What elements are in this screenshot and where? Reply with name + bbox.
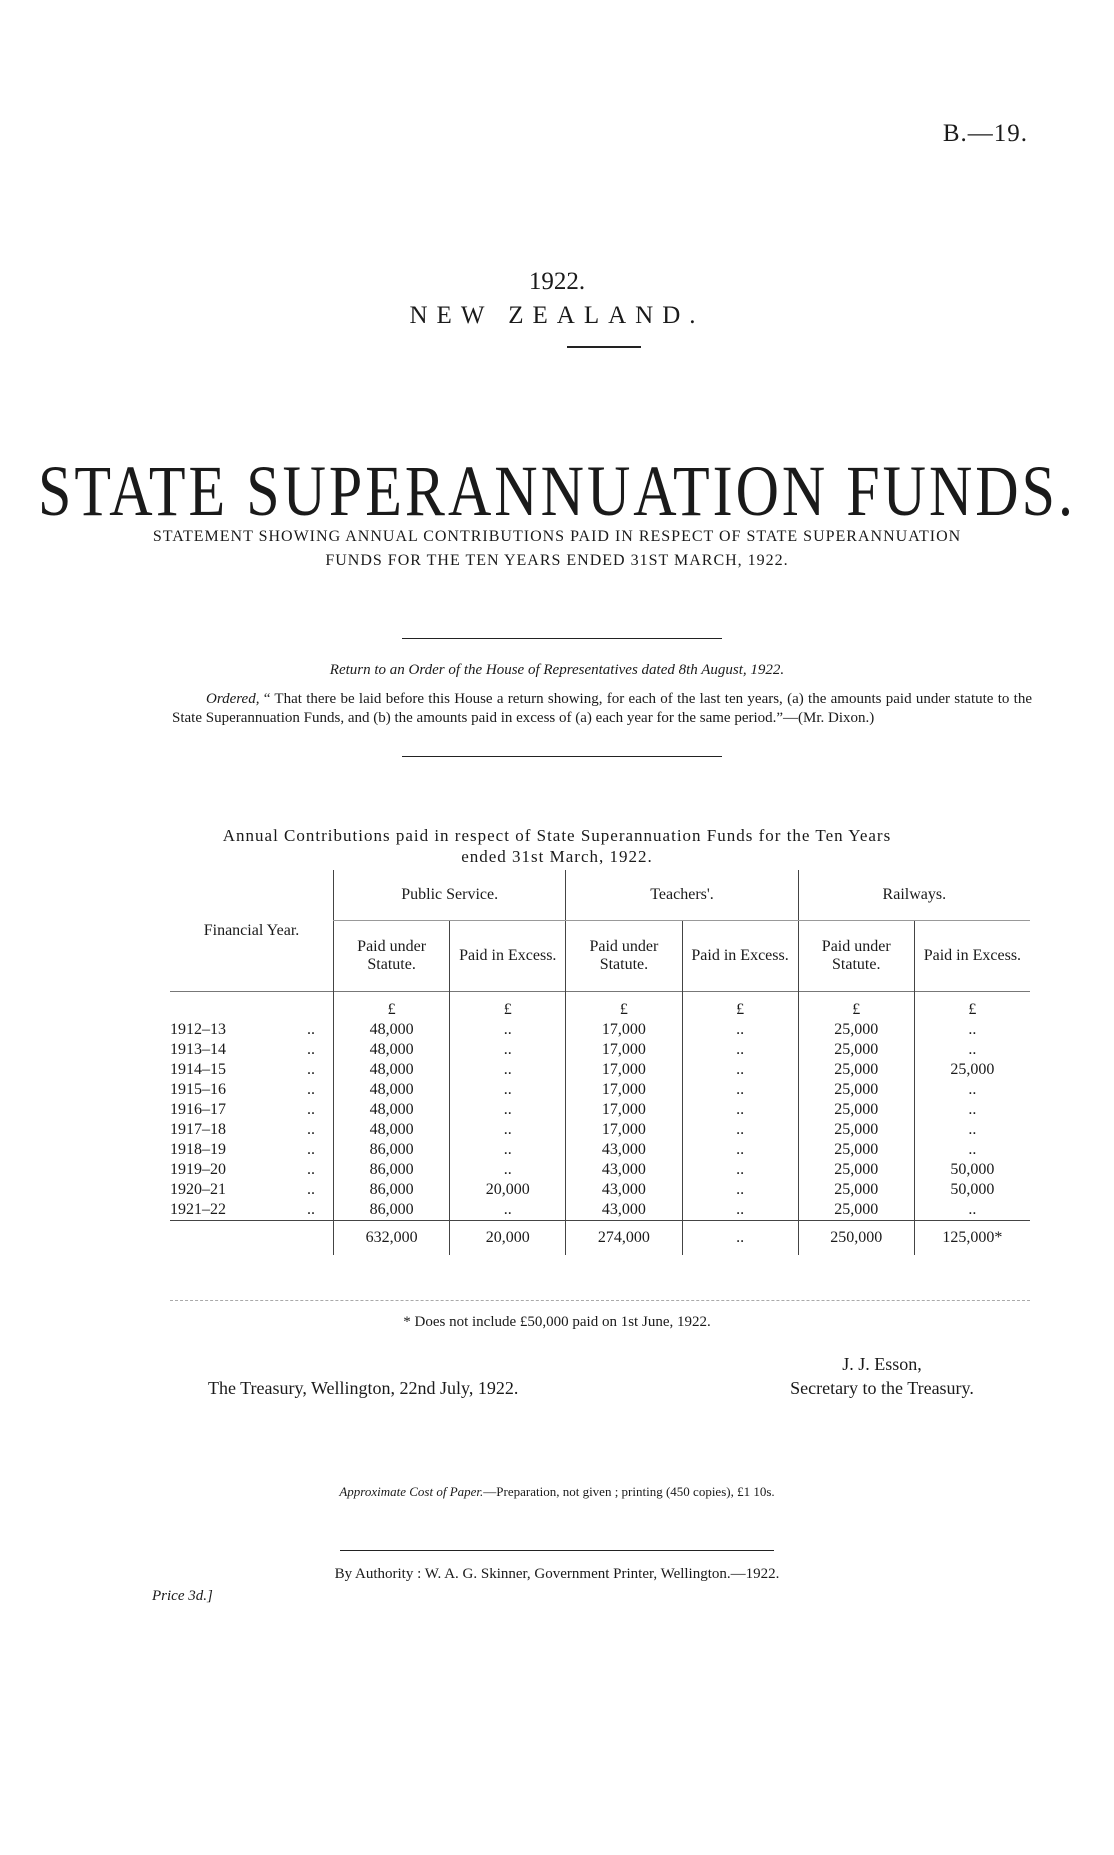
ordered-word: Ordered, [206,691,260,707]
table-footnote: * Does not include £50,000 paid on 1st June, 1922. [403,1314,711,1330]
currency-symbol: £ [798,992,914,1021]
value-cell: 43,000 [566,1180,682,1200]
ordered-text: “ That there be laid before this House a return showing, for each of the last ten years, (a) the amounts paid under statute to the State Superannuation Funds, and (b) the amounts paid in excess of (a) each year for the same period.”—(Mr. Dixon.) [172,691,1033,726]
value-cell: .. [450,1100,566,1120]
order-bottom-divider [402,756,722,757]
year-label: 1917–18 [170,1121,226,1138]
currency-row-spacer [170,992,334,1021]
authority-divider [340,1550,774,1551]
sub-header: Paid in Excess. [914,921,1030,992]
cost-text: —Preparation, not given ; printing (450 copies), £1 10s. [483,1484,775,1499]
year-label: 1920–21 [170,1181,226,1198]
subtitle-line-2: FUNDS FOR THE TEN YEARS ENDED 31ST MARCH, 1922. [325,552,789,569]
value-cell: 86,000 [334,1160,450,1180]
year-label: 1915–16 [170,1081,226,1098]
value-cell: .. [682,1080,798,1100]
printing-authority: By Authority : W. A. G. Skinner, Government Printer, Wellington.—1922. [334,1566,780,1582]
sub-header: Paid in Excess. [450,921,566,992]
group-teachers: Teachers'. [566,870,798,921]
leader-dots: .. [307,1121,316,1138]
leader-dots: .. [307,1081,316,1098]
year-cell [170,1200,334,1221]
value-cell: .. [682,1020,798,1040]
price-note: Price 3d.] [152,1588,213,1604]
value-cell: 17,000 [566,1120,682,1140]
year-cell [170,1180,334,1200]
currency-symbol: £ [450,992,566,1021]
value-cell: .. [914,1040,1030,1060]
currency-symbol: £ [566,992,682,1021]
value-cell: .. [914,1100,1030,1120]
value-cell: .. [682,1100,798,1120]
value-cell: 86,000 [334,1180,450,1200]
value-cell: 20,000 [450,1180,566,1200]
subtitle-line-1: STATEMENT SHOWING ANNUAL CONTRIBUTIONS PAID IN RESPECT OF STATE SUPERANNUATION [152,528,962,545]
year-cell [170,1060,334,1080]
table-row [170,1080,1030,1100]
table-row [170,1140,1030,1160]
year-label: 1913–14 [170,1041,226,1058]
leader-dots: .. [307,1181,316,1198]
value-cell: 50,000 [914,1160,1030,1180]
place-and-date: The Treasury, Wellington, 22nd July, 1922. [208,1378,519,1398]
leader-dots: .. [307,1201,316,1218]
table-row [170,1040,1030,1060]
value-cell: .. [914,1120,1030,1140]
year-cell [170,1080,334,1100]
value-cell: .. [450,1020,566,1040]
table-row [170,1160,1030,1180]
table-row [170,1100,1030,1120]
totals-row [170,1221,1030,1256]
leader-dots: .. [307,1041,316,1058]
year-cell [170,1020,334,1040]
heading-divider [567,346,641,348]
value-cell: 25,000 [798,1040,914,1060]
value-cell: .. [682,1180,798,1200]
total-cell: 632,000 [334,1221,450,1256]
value-cell: 17,000 [566,1020,682,1040]
year-label: 1916–17 [170,1101,226,1118]
value-cell: 86,000 [334,1140,450,1160]
group-railways: Railways. [798,870,1030,921]
table-caption-line-1: Annual Contributions paid in respect of State Superannuation Funds for the Ten Years [222,826,892,845]
approximate-cost-note [0,1484,1114,1500]
sub-header: Paid under Statute. [798,921,914,992]
table-row [170,1200,1030,1221]
group-public-service: Public Service. [334,870,566,921]
value-cell: .. [450,1060,566,1080]
value-cell: 48,000 [334,1060,450,1080]
value-cell: 25,000 [798,1100,914,1120]
value-cell: .. [914,1020,1030,1040]
year-label: 1921–22 [170,1201,226,1218]
year-label: 1912–13 [170,1021,226,1038]
sub-header: Paid under Statute. [566,921,682,992]
total-cell: 250,000 [798,1221,914,1256]
value-cell: .. [450,1040,566,1060]
currency-symbol: £ [914,992,1030,1021]
currency-symbol: £ [682,992,798,1021]
value-cell: .. [450,1160,566,1180]
contributions-table [170,870,1030,1255]
value-cell: 17,000 [566,1080,682,1100]
order-top-divider [402,638,722,639]
value-cell: 48,000 [334,1080,450,1100]
financial-year-header: Financial Year. [203,921,300,939]
total-cell: 125,000* [914,1221,1030,1256]
country-heading: NEW ZEALAND. [409,302,705,329]
year-cell [170,1100,334,1120]
value-cell: .. [682,1140,798,1160]
return-order-line: Return to an Order of the House of Representatives dated 8th August, 1922. [329,662,785,678]
value-cell: .. [682,1040,798,1060]
document-reference: B.—19. [942,120,1028,147]
value-cell: 25,000 [798,1200,914,1221]
value-cell: 25,000 [798,1180,914,1200]
total-cell: 274,000 [566,1221,682,1256]
page-title: STATE SUPERANNUATION FUNDS. [38,451,1076,531]
value-cell: .. [450,1200,566,1221]
year-label: 1914–15 [170,1061,226,1078]
ordered-paragraph [172,690,1032,728]
total-cell: .. [682,1221,798,1256]
currency-symbol: £ [334,992,450,1021]
year-cell [170,1140,334,1160]
value-cell: 48,000 [334,1040,450,1060]
year-cell [170,1160,334,1180]
value-cell: .. [914,1080,1030,1100]
value-cell: 17,000 [566,1100,682,1120]
value-cell: .. [450,1140,566,1160]
table-row [170,1020,1030,1040]
year-cell [170,1040,334,1060]
signer-name: J. J. Esson, [842,1354,922,1374]
value-cell: 86,000 [334,1200,450,1221]
value-cell: .. [450,1080,566,1100]
cost-label: Approximate Cost of Paper. [339,1484,484,1499]
value-cell: .. [914,1140,1030,1160]
table-row [170,1180,1030,1200]
year-cell [170,1120,334,1140]
leader-dots: .. [307,1021,316,1038]
value-cell: 25,000 [798,1120,914,1140]
year-label: 1918–19 [170,1141,226,1158]
value-cell: .. [682,1160,798,1180]
value-cell: 25,000 [798,1020,914,1040]
sub-header: Paid in Excess. [682,921,798,992]
value-cell: .. [914,1200,1030,1221]
leader-dots: .. [307,1101,316,1118]
leader-dots: .. [307,1061,316,1078]
value-cell: .. [450,1120,566,1140]
value-cell: 43,000 [566,1140,682,1160]
table-bottom-rule [170,1300,1030,1301]
value-cell: 17,000 [566,1060,682,1080]
value-cell: 43,000 [566,1200,682,1221]
table-caption-line-2: ended 31st March, 1922. [461,847,653,866]
signer-title: Secretary to the Treasury. [790,1378,974,1398]
leader-dots: .. [307,1161,316,1178]
value-cell: 25,000 [914,1060,1030,1080]
value-cell: 25,000 [798,1160,914,1180]
year-label: 1919–20 [170,1161,226,1178]
sub-header: Paid under Statute. [334,921,450,992]
value-cell: .. [682,1200,798,1221]
value-cell: 48,000 [334,1120,450,1140]
value-cell: 43,000 [566,1160,682,1180]
total-cell: 20,000 [450,1221,566,1256]
value-cell: 50,000 [914,1180,1030,1200]
value-cell: .. [682,1120,798,1140]
totals-row-spacer [170,1221,334,1256]
value-cell: .. [682,1060,798,1080]
value-cell: 48,000 [334,1020,450,1040]
leader-dots: .. [307,1141,316,1158]
table-row [170,1060,1030,1080]
value-cell: 17,000 [566,1040,682,1060]
value-cell: 25,000 [798,1060,914,1080]
table-row [170,1120,1030,1140]
value-cell: 48,000 [334,1100,450,1120]
value-cell: 25,000 [798,1140,914,1160]
document-year: 1922. [528,268,586,295]
value-cell: 25,000 [798,1080,914,1100]
